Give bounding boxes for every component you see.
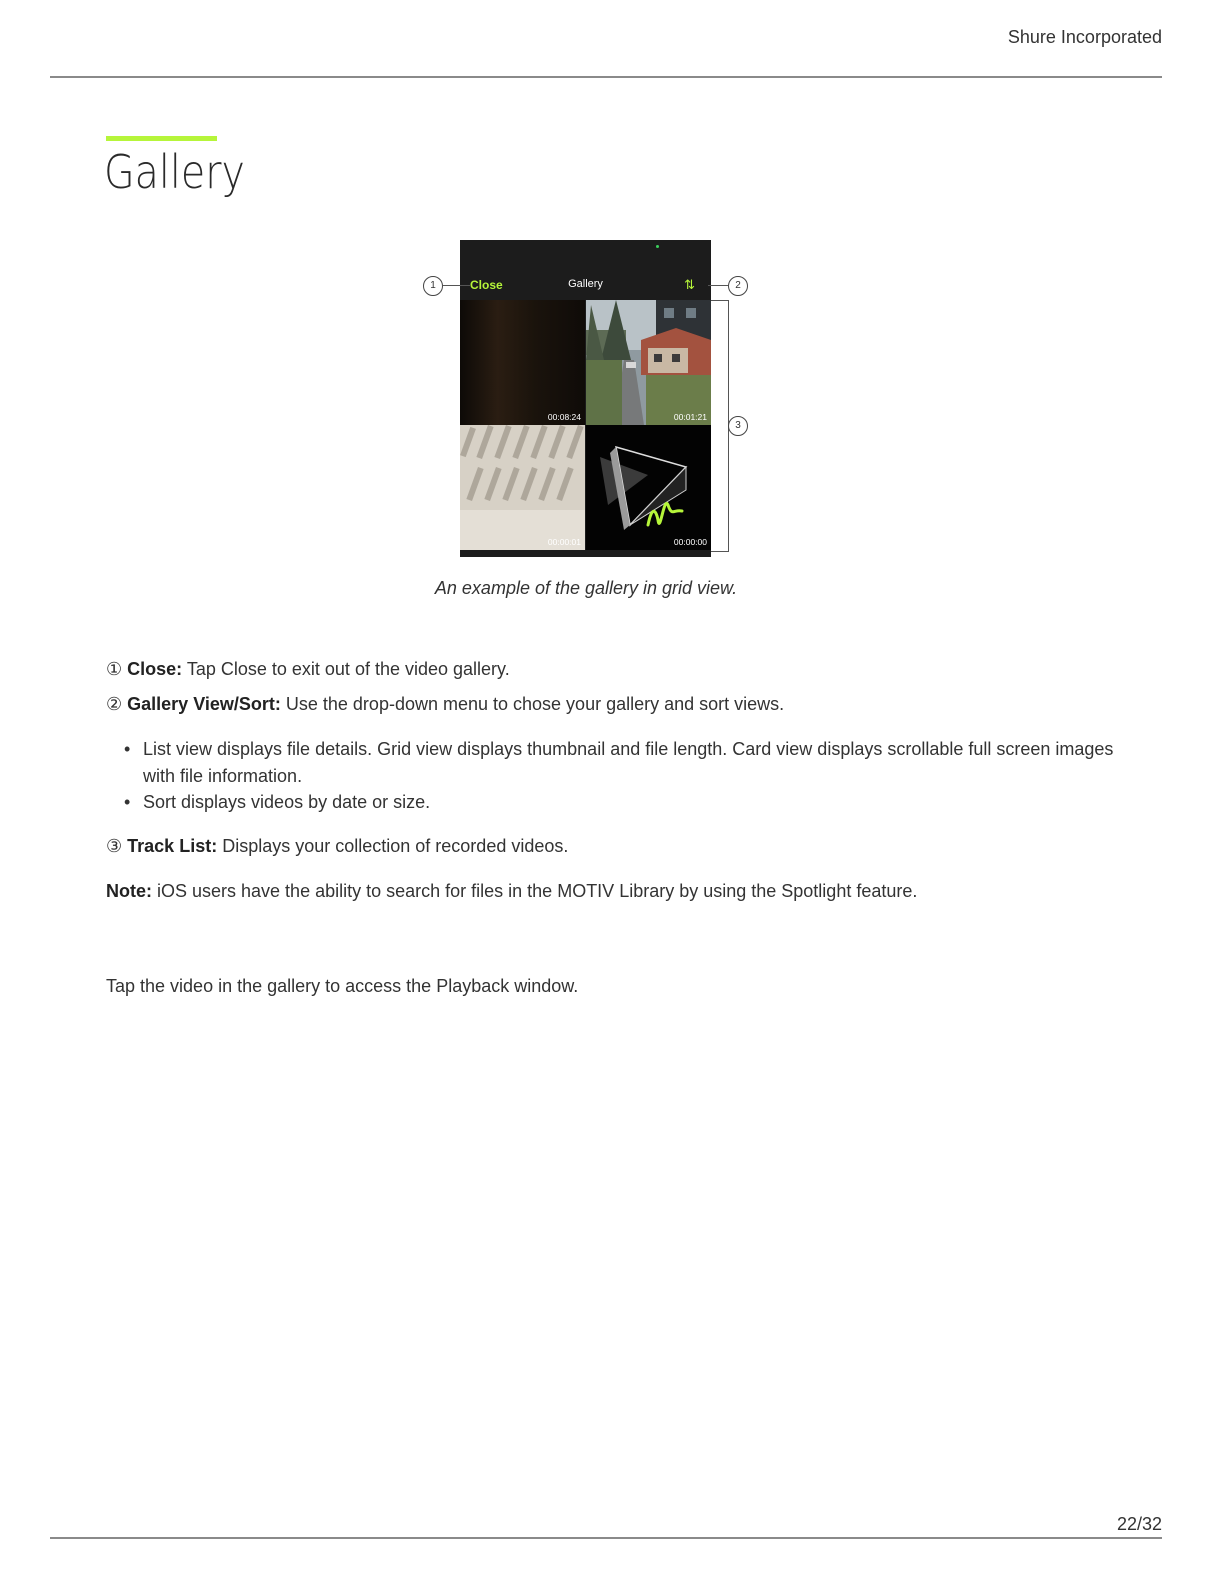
note-text: iOS users have the ability to search for files in the MOTIV Library by using the Spotlight feature. bbox=[152, 881, 918, 901]
track-list-description bbox=[106, 833, 1116, 859]
video-duration: 00:00:00 bbox=[673, 537, 707, 547]
gallery-nav-title: Gallery bbox=[568, 278, 603, 290]
video-duration: 00:01:21 bbox=[673, 412, 707, 422]
footer-rule bbox=[50, 1537, 1162, 1539]
callout-marker: ① bbox=[106, 659, 123, 679]
note-paragraph bbox=[106, 878, 1116, 904]
callout-1-leader bbox=[443, 285, 470, 286]
gallery-nav-bar bbox=[460, 274, 711, 298]
view-sort-bullet-list bbox=[106, 736, 1116, 816]
track-list-bracket bbox=[711, 300, 729, 552]
playback-instruction: Tap the video in the gallery to access the Playback window. bbox=[106, 976, 579, 996]
motiv-logo-image bbox=[586, 425, 711, 550]
view-sort-text: Use the drop-down menu to chose your gallery and sort views. bbox=[280, 694, 785, 714]
phone-screenshot bbox=[460, 240, 711, 557]
gallery-figure bbox=[420, 240, 760, 560]
sort-icon[interactable]: ⇅ bbox=[684, 277, 695, 292]
view-sort-description bbox=[106, 691, 1116, 717]
callout-marker: ③ bbox=[106, 836, 123, 856]
house-scene-image bbox=[586, 300, 711, 425]
header-company: Shure Incorporated bbox=[1007, 27, 1162, 47]
callout-2-leader bbox=[708, 285, 728, 286]
callout-marker: ② bbox=[106, 694, 123, 714]
callout-3: 3 bbox=[728, 416, 748, 436]
keyboard-closeup-image bbox=[460, 425, 585, 550]
view-sort-label: Gallery View/Sort: bbox=[127, 694, 281, 714]
list-item: • Sort displays videos by date or size. bbox=[106, 789, 1116, 816]
figure-caption: An example of the gallery in grid view. bbox=[434, 578, 738, 598]
video-duration: 00:00:01 bbox=[547, 537, 581, 547]
track-list-text: Displays your collection of recorded videos. bbox=[217, 836, 569, 856]
video-duration: 00:08:24 bbox=[547, 412, 581, 422]
track-list-label: Track List: bbox=[127, 836, 218, 856]
note-label: Note: bbox=[106, 881, 152, 901]
page-title: Gallery bbox=[104, 145, 245, 199]
page-number: 22/32 bbox=[1116, 1514, 1162, 1534]
close-button[interactable]: Close bbox=[470, 278, 503, 292]
close-text: Tap Close to exit out of the video gallery. bbox=[182, 659, 510, 679]
close-label: Close: bbox=[127, 659, 183, 679]
track-grid bbox=[460, 300, 711, 557]
video-thumbnail[interactable] bbox=[586, 425, 711, 550]
title-accent-bar bbox=[106, 136, 217, 141]
callout-1: 1 bbox=[423, 276, 443, 296]
header-rule bbox=[50, 76, 1162, 78]
video-thumbnail[interactable] bbox=[460, 425, 585, 550]
video-thumbnail[interactable] bbox=[460, 300, 585, 425]
callout-2: 2 bbox=[728, 276, 748, 296]
close-description bbox=[106, 656, 1116, 682]
list-item: • List view displays file details. Grid view displays thumbnail and file length. Card view displays scrollable full screen images with file information. bbox=[106, 736, 1116, 789]
status-indicator-dot bbox=[656, 245, 659, 248]
video-thumbnail[interactable] bbox=[586, 300, 711, 425]
